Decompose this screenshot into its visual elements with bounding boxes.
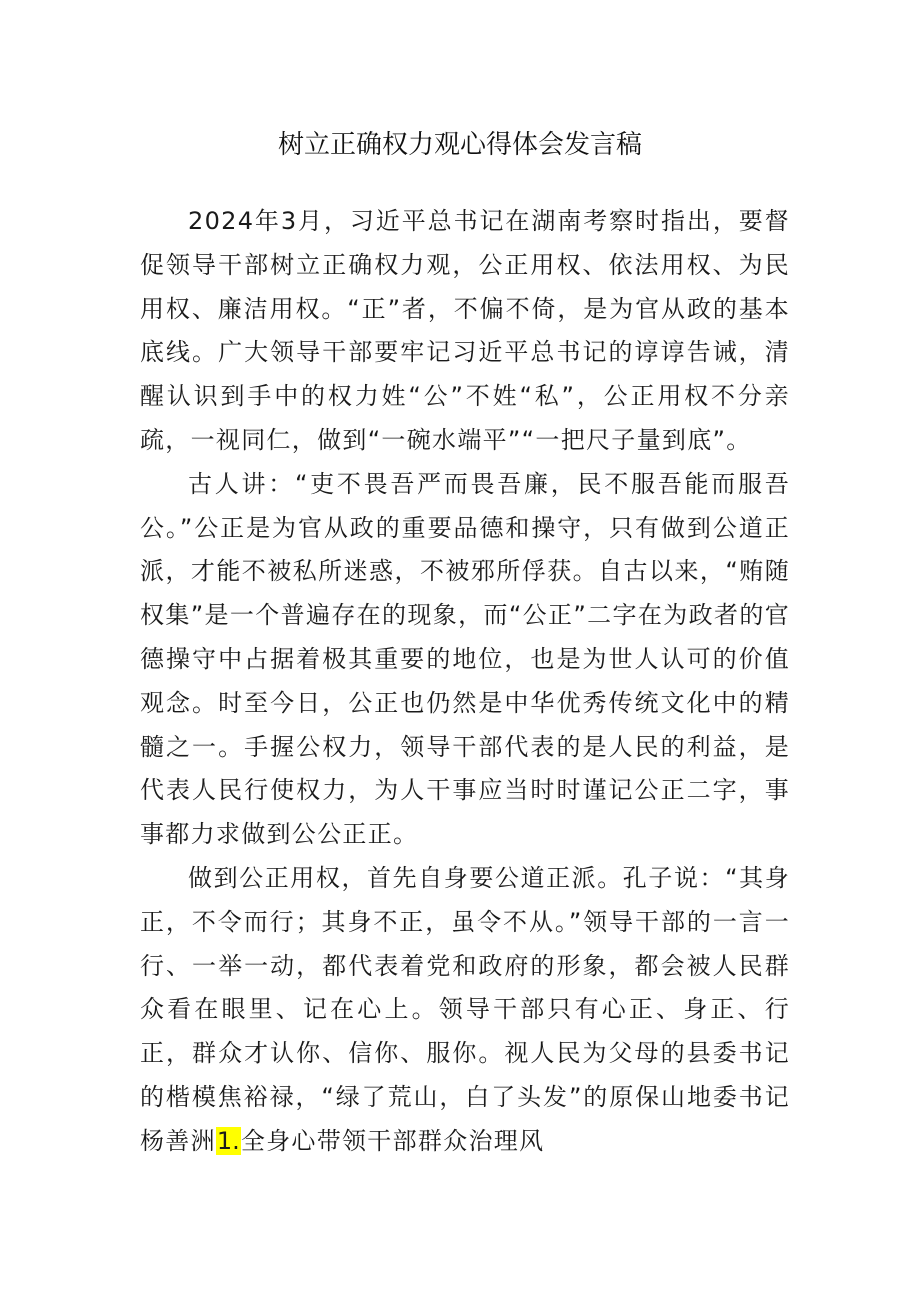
document-title: 树立正确权力观心得体会发言稿 [277,130,642,161]
paragraph-2: 古人讲：“吏不畏吾严而畏吾廉，民不服吾能而服吾公。”公正是为官从政的重要品德和操守，只有做到公道正派，才能不被私所迷惑，不被邪所俘获。自古以来，“贿随权集”是一个普遍存在的现象，而“公正”二字在为政者的官德操守中占据着极其重要的地位，也是为世人认可的价值观念。时至今日，公正也仍然是中华优秀传统文化中的精髓之一。手握公权力，领导干部代表的是人民的利益，是代表人民行使权力，为人干事应当时时谨记公正二字，事事都力求做到公公正正。 [140,469,790,849]
highlighted-marker: 1. [216,1126,240,1155]
paragraph-3 [140,857,790,1164]
paragraph-3-text: 做到公正用权，首先自身要公道正派。孔子说：“其身正，不令而行；其身不正，虽令不从。”领导干部的一言一行、一举一动，都代表着党和政府的形象，都会被人民群众看在眼里、记在心上。领导干部只有心正、身正、行正，群众才认你、信你、服你。视人民为父母的县委书记的楷模焦裕禄，“绿了荒山，白了头发”的原保山地委书记杨善洲 [140,863,790,1155]
document-body [140,200,790,1164]
paragraph-3-text-continued: 全身心带领干部群众治理风 [240,1126,545,1155]
paragraph-1: 2024年3月，习近平总书记在湖南考察时指出，要督促领导干部树立正确权力观，公正用权、依法用权、为民用权、廉洁用权。“正”者，不偏不倚，是为官从政的基本底线。广大领导干部要牢记习近平总书记的谆谆告诫，清醒认识到手中的权力姓“公”不姓“私”，公正用权不分亲疏，一视同仁，做到“一碗水端平”“一把尺子量到底”。 [140,207,790,454]
